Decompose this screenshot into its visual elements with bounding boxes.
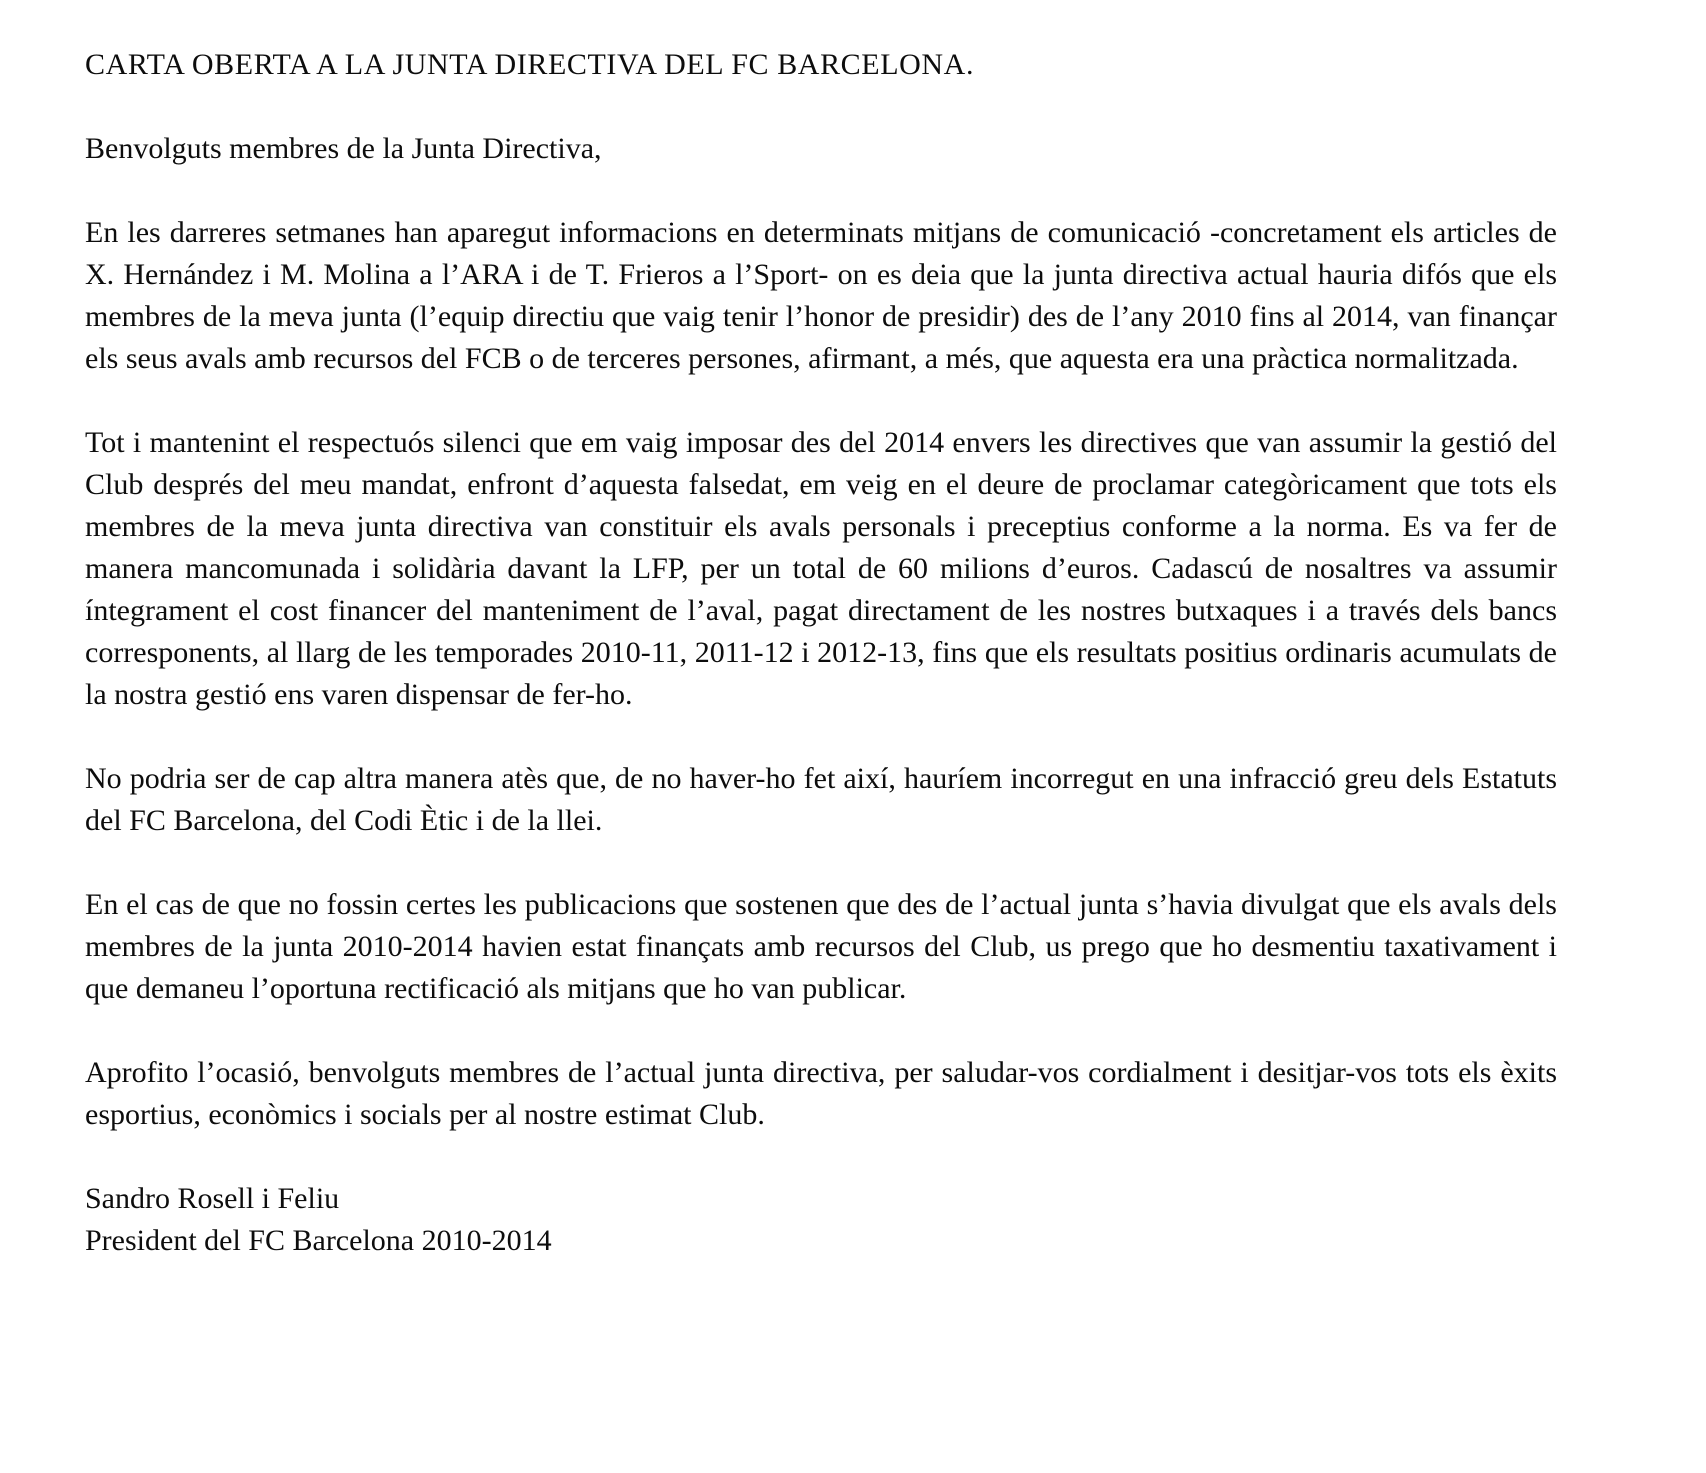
signature-role: President del FC Barcelona 2010-2014 (85, 1224, 552, 1257)
signature-name: Sandro Rosell i Feliu (85, 1182, 340, 1215)
letter-paragraph-2: Tot i mantenint el respectuós silenci que em vaig imposar des del 2014 envers les directives que van assumir la gestió del Club després del meu mandat, enfront d’aquesta falsedat, em veig en el deure de proclamar categòricament que tots els membres de la meva junta directiva van constituir els avals personals i preceptius conforme a la norma. Es va fer de manera mancomunada i solidària davant la LFP, per un total de 60 milions d’euros. Cadascú de nosaltres va assumir íntegrament el cost financer del manteniment de l’aval, pagat directament de les nostres butxaques i a través dels bancs corresponents, al llarg de les temporades 2010-11, 2011-12 i 2012-13, fins que els resultats positius ordinaris acumulats de la nostra gestió ens varen dispensar de fer-ho. (85, 426, 1557, 711)
letter-salutation: Benvolguts membres de la Junta Directiva, (85, 132, 602, 165)
letter-paragraph-1: En les darreres setmanes han aparegut informacions en determinats mitjans de comunicació -concretament els articles de X. Hernández i M. Molina a l’ARA i de T. Frieros a l’Sport- on es deia que la junta directiva actual hauria difós que els membres de la meva junta (l’equip directiu que vaig tenir l’honor de presidir) des de l’any 2010 fins al 2014, van finançar els seus avals amb recursos del FCB o de terceres persones, afirmant, a més, que aquesta era una pràctica normalitzada. (85, 216, 1557, 375)
letter-paragraph-3: No podria ser de cap altra manera atès que, de no haver-ho fet així, hauríem incorregut en una infracció greu dels Estatuts del FC Barcelona, del Codi Ètic i de la llei. (85, 762, 1557, 837)
letter-paragraph-4: En el cas de que no fossin certes les publicacions que sostenen que des de l’actual junta s’havia divulgat que els avals dels membres de la junta 2010-2014 havien estat finançats amb recursos del Club, us prego que ho desmentiu taxativament i que demaneu l’oportuna rectificació als mitjans que ho van publicar. (85, 888, 1557, 1005)
signature-block (85, 1178, 1557, 1262)
letter-document (85, 44, 1557, 1262)
letter-paragraph-5: Aprofito l’ocasió, benvolguts membres de l’actual junta directiva, per saludar-vos cordialment i desitjar-vos tots els èxits esportius, econòmics i socials per al nostre estimat Club. (85, 1056, 1557, 1131)
letter-title: CARTA OBERTA A LA JUNTA DIRECTIVA DEL FC BARCELONA. (85, 48, 975, 81)
